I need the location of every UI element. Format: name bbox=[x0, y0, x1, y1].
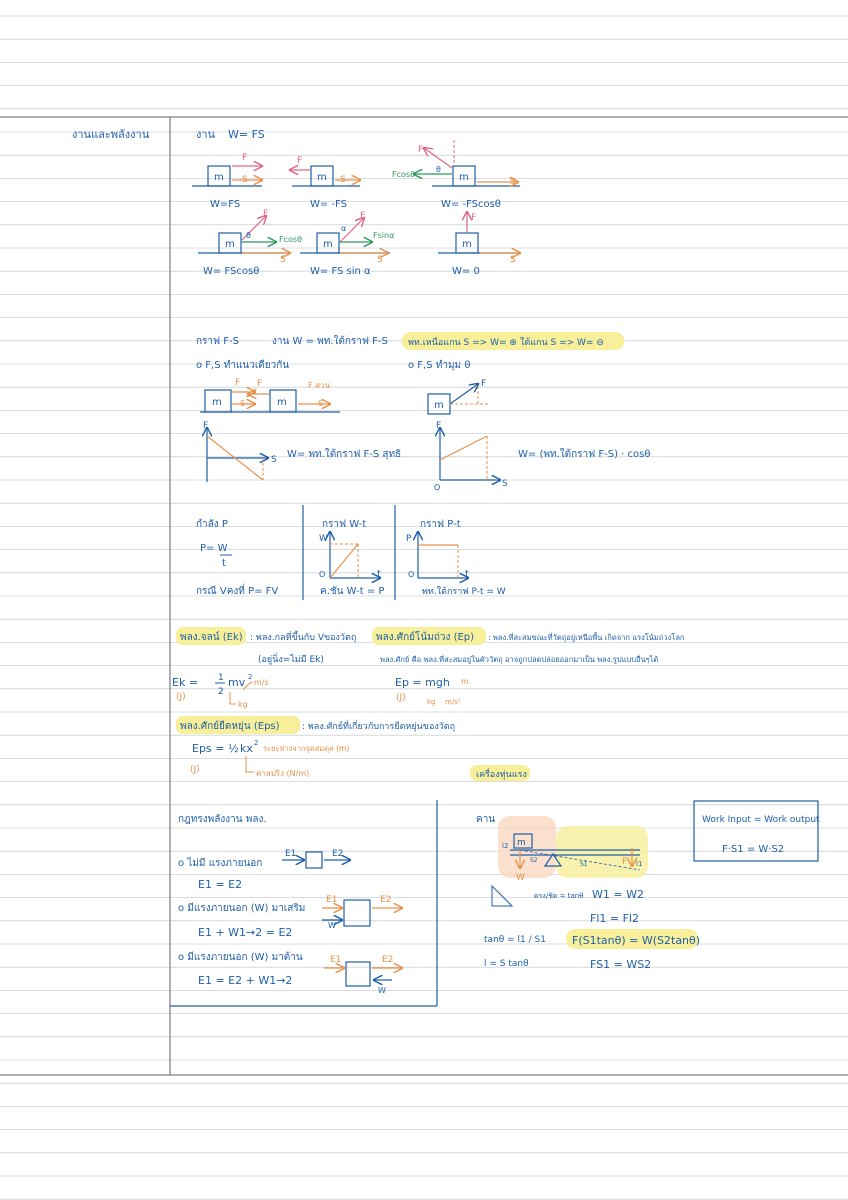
svg-text:m: m bbox=[323, 239, 333, 250]
svg-text:m: m bbox=[225, 239, 235, 250]
svg-text:S: S bbox=[280, 255, 286, 265]
conservation-case-3: o มีแรงภายนอก (W) มาต้าน bbox=[178, 952, 303, 963]
work-case-result: W= 0 bbox=[452, 266, 480, 277]
svg-text:W: W bbox=[328, 921, 336, 930]
eps-kx: kx bbox=[240, 742, 253, 755]
svg-text:E1: E1 bbox=[326, 895, 338, 905]
svg-text:E2: E2 bbox=[332, 849, 344, 859]
fs-case-angle: o F,S ทำมุม θ bbox=[408, 360, 471, 371]
lever-title: คาน bbox=[476, 814, 496, 825]
eps-unit-k: ค่าสปริง (N/m) bbox=[256, 769, 310, 778]
svg-text:S2: S2 bbox=[530, 857, 538, 864]
power-formula: P= W bbox=[200, 543, 228, 554]
svg-text:m: m bbox=[317, 172, 327, 183]
pt-graph bbox=[406, 532, 469, 580]
conservation-eq-1: E1 = E2 bbox=[198, 878, 243, 891]
svg-text:m: m bbox=[277, 397, 287, 408]
wt-graph bbox=[319, 532, 381, 580]
work-case-4 bbox=[198, 209, 302, 277]
svg-text:2: 2 bbox=[248, 673, 253, 681]
fs-graph-statement: งาน W = พท.ใต้กราฟ F-S bbox=[272, 336, 388, 347]
svg-text:E2: E2 bbox=[382, 955, 394, 965]
ek-unit-mass: kg bbox=[238, 700, 248, 709]
power-denominator: t bbox=[222, 558, 226, 569]
work-case-result: W= -FScosθ bbox=[441, 199, 501, 210]
svg-text:W: W bbox=[516, 873, 525, 883]
svg-text:W: W bbox=[378, 986, 386, 995]
above-axis-rule: พท.เหนือแกน S => W= ⊕ bbox=[408, 338, 517, 348]
conservation-eq-2: E1 + W1→2 = E2 bbox=[198, 926, 293, 939]
svg-text:F: F bbox=[235, 378, 241, 388]
svg-text:O: O bbox=[408, 570, 415, 579]
conservation-diagram-2 bbox=[322, 895, 402, 930]
svg-text:S: S bbox=[318, 399, 324, 408]
pt-caption: พท.ใต้กราฟ P-t = W bbox=[422, 587, 506, 597]
eps-unit-x: ระยะห่างจากจุดสมดุล (m) bbox=[263, 744, 350, 753]
svg-text:m: m bbox=[517, 838, 526, 848]
svg-text:F สวน: F สวน bbox=[308, 381, 330, 390]
ek-note: (อยู่นิ่ง=ไม่มี Ek) bbox=[258, 655, 324, 665]
fs-case-same-line: o F,S ทำแนวเดียวกัน bbox=[196, 360, 290, 371]
ep-joule: (J) bbox=[396, 693, 406, 703]
svg-text:1: 1 bbox=[218, 673, 224, 683]
lever-eq-3: F(S1tanθ) = W(S2tanθ) bbox=[572, 934, 701, 947]
svg-text:F: F bbox=[622, 857, 628, 867]
eps-joule: (J) bbox=[190, 765, 200, 775]
effort-highlight bbox=[556, 826, 648, 878]
svg-text:2: 2 bbox=[254, 739, 259, 747]
work-io-line1: Work Input = Work output bbox=[702, 815, 820, 825]
tan-note: ตรง/ชิด = tanθ bbox=[534, 892, 584, 900]
svg-text:S: S bbox=[340, 175, 346, 185]
svg-text:F: F bbox=[418, 145, 424, 155]
svg-text:α: α bbox=[341, 224, 347, 233]
fs-graph-title: กราฟ F-S bbox=[196, 336, 240, 347]
work-case-result: W= FS sin α bbox=[310, 266, 371, 277]
work-case-6 bbox=[438, 212, 520, 277]
ek-unit-velocity: m/s bbox=[254, 678, 269, 687]
ep-formula: Ep = mgh bbox=[395, 676, 450, 689]
work-formula: W= FS bbox=[228, 128, 265, 141]
svg-text:F: F bbox=[242, 153, 248, 163]
svg-text:t: t bbox=[465, 569, 469, 580]
ep-potential-note: พลง.ศักย์ คือ พลง.ที่สะสมอยู่ในตัววัตถุ อาจถูกปลดปล่อยออกมาเป็น พลง.รูปแบบอื่นๆได้ bbox=[380, 655, 659, 664]
svg-text:θ: θ bbox=[436, 165, 441, 174]
svg-text:S: S bbox=[377, 255, 383, 265]
work-case-5 bbox=[300, 211, 394, 277]
svg-text:F: F bbox=[203, 421, 209, 431]
ek-mv: mv bbox=[228, 676, 246, 689]
tan-triangle bbox=[492, 886, 583, 906]
conservation-diagram-1 bbox=[282, 849, 350, 868]
svg-text:m: m bbox=[434, 400, 444, 411]
simple-machine-label: เครื่องทุ่นแรง bbox=[476, 770, 527, 780]
lever-diagram bbox=[498, 816, 648, 883]
svg-text:F: F bbox=[257, 379, 263, 389]
fs-same-line-diagram bbox=[200, 378, 340, 412]
lever-eq-1: W1 = W2 bbox=[592, 888, 644, 901]
svg-text:P: P bbox=[406, 534, 412, 544]
ep-unit-mass: kg bbox=[427, 698, 436, 706]
conservation-case-1: o ไม่มี แรงภายนอก bbox=[178, 858, 263, 869]
fs-angle-diagram bbox=[428, 379, 490, 414]
svg-text:Fcosθ: Fcosθ bbox=[392, 170, 415, 179]
svg-text:O: O bbox=[319, 570, 326, 579]
eps-description: : พลง.ศักย์ที่เกี่ยวกับการยืดหยุ่นของวัตถุ bbox=[302, 722, 456, 732]
conservation-eq-3: E1 = E2 + W1→2 bbox=[198, 974, 293, 987]
wt-graph-title: กราฟ W-t bbox=[322, 519, 367, 530]
fs-net-area-formula: W= พท.ใต้กราฟ F-S สุทธิ bbox=[287, 449, 402, 460]
ek-formula-left: Ek = bbox=[172, 676, 199, 689]
svg-text:F: F bbox=[360, 211, 366, 221]
svg-text:F: F bbox=[481, 379, 487, 389]
svg-text:m: m bbox=[214, 172, 224, 183]
conservation-diagram-3 bbox=[324, 955, 402, 995]
fs-angle-formula: W= (พท.ใต้กราฟ F-S) · cosθ bbox=[518, 449, 651, 460]
svg-text:t: t bbox=[377, 569, 381, 580]
svg-text:m: m bbox=[462, 239, 472, 250]
work-case-2 bbox=[290, 156, 360, 210]
ep-description: : พลง.ที่สะสมขณะที่วัตถุอยู่เหนือพื้น เกิดจาก แรงโน้มถ่วงโลก bbox=[488, 633, 685, 642]
svg-text:S: S bbox=[271, 455, 277, 465]
fs-graph-1 bbox=[203, 421, 277, 482]
svg-text:θ: θ bbox=[246, 231, 251, 240]
power-title: กำลัง P bbox=[196, 519, 228, 530]
ep-unit-height: m bbox=[461, 677, 469, 686]
ep-label: พลง.ศักย์โน้มถ่วง (Ep) bbox=[376, 632, 475, 643]
svg-text:W: W bbox=[319, 534, 328, 544]
svg-text:l1: l1 bbox=[636, 860, 643, 868]
work-heading: งาน bbox=[196, 128, 216, 141]
svg-text:O: O bbox=[434, 483, 441, 492]
svg-text:Fsinα: Fsinα bbox=[373, 231, 395, 240]
work-case-result: W=FS bbox=[210, 199, 241, 210]
svg-text:½: ½ bbox=[228, 742, 239, 755]
eps-formula: Eps = bbox=[192, 742, 225, 755]
eps-label: พลง.ศักย์ยืดหยุ่น (Eps) bbox=[180, 721, 280, 732]
conservation-title: กฎทรงพลังงาน พลง. bbox=[178, 814, 267, 825]
lever-eq-2: Fl1 = Fl2 bbox=[590, 912, 639, 925]
power-constant-velocity: กรณี Vคงที่ P= FV bbox=[196, 586, 279, 597]
svg-text:m: m bbox=[459, 172, 469, 183]
topic-title: งานและพลังงาน bbox=[72, 128, 150, 141]
pt-graph-title: กราฟ P-t bbox=[420, 519, 461, 530]
svg-text:F: F bbox=[471, 213, 477, 223]
svg-text:E2: E2 bbox=[380, 895, 392, 905]
svg-text:S1: S1 bbox=[580, 861, 588, 868]
svg-text:m: m bbox=[212, 397, 222, 408]
fs-graph-2 bbox=[434, 421, 508, 492]
work-io-line2: F·S1 = W·S2 bbox=[722, 844, 785, 855]
svg-text:S: S bbox=[240, 399, 246, 408]
conservation-case-2: o มีแรงภายนอก (W) มาเสริม bbox=[178, 903, 306, 914]
ek-description: : พลง.กลที่ขึ้นกับ Vของวัตถุ bbox=[250, 633, 357, 643]
svg-text:S: S bbox=[502, 479, 508, 489]
svg-text:E1: E1 bbox=[330, 955, 342, 965]
svg-text:2: 2 bbox=[218, 687, 224, 697]
svg-text:E1: E1 bbox=[285, 849, 297, 859]
svg-text:F: F bbox=[297, 156, 303, 166]
svg-text:S: S bbox=[510, 255, 516, 265]
wt-caption: ค.ชัน W-t = P bbox=[320, 586, 385, 597]
ek-label: พลง.จลน์ (Ek) bbox=[180, 632, 243, 643]
l-equation: l = S tanθ bbox=[484, 959, 529, 969]
work-case-result: W= -FS bbox=[310, 199, 347, 210]
ek-joule: (J) bbox=[176, 692, 186, 702]
svg-text:l2: l2 bbox=[502, 842, 509, 850]
svg-text:S: S bbox=[510, 177, 516, 187]
work-case-result: W= FScosθ bbox=[203, 266, 260, 277]
ep-unit-gravity: m/s² bbox=[445, 698, 461, 706]
tan-equation: tanθ = l1 / S1 bbox=[484, 935, 546, 945]
work-case-1 bbox=[192, 153, 262, 210]
lever-eq-4: FS1 = WS2 bbox=[590, 958, 652, 971]
svg-text:S: S bbox=[242, 175, 248, 185]
below-axis-rule: ใต้แกน S => W= ⊖ bbox=[520, 338, 604, 348]
svg-text:F: F bbox=[436, 421, 442, 431]
work-case-3 bbox=[392, 140, 520, 210]
svg-text:F: F bbox=[263, 209, 269, 219]
svg-text:Fcosθ: Fcosθ bbox=[279, 235, 302, 244]
